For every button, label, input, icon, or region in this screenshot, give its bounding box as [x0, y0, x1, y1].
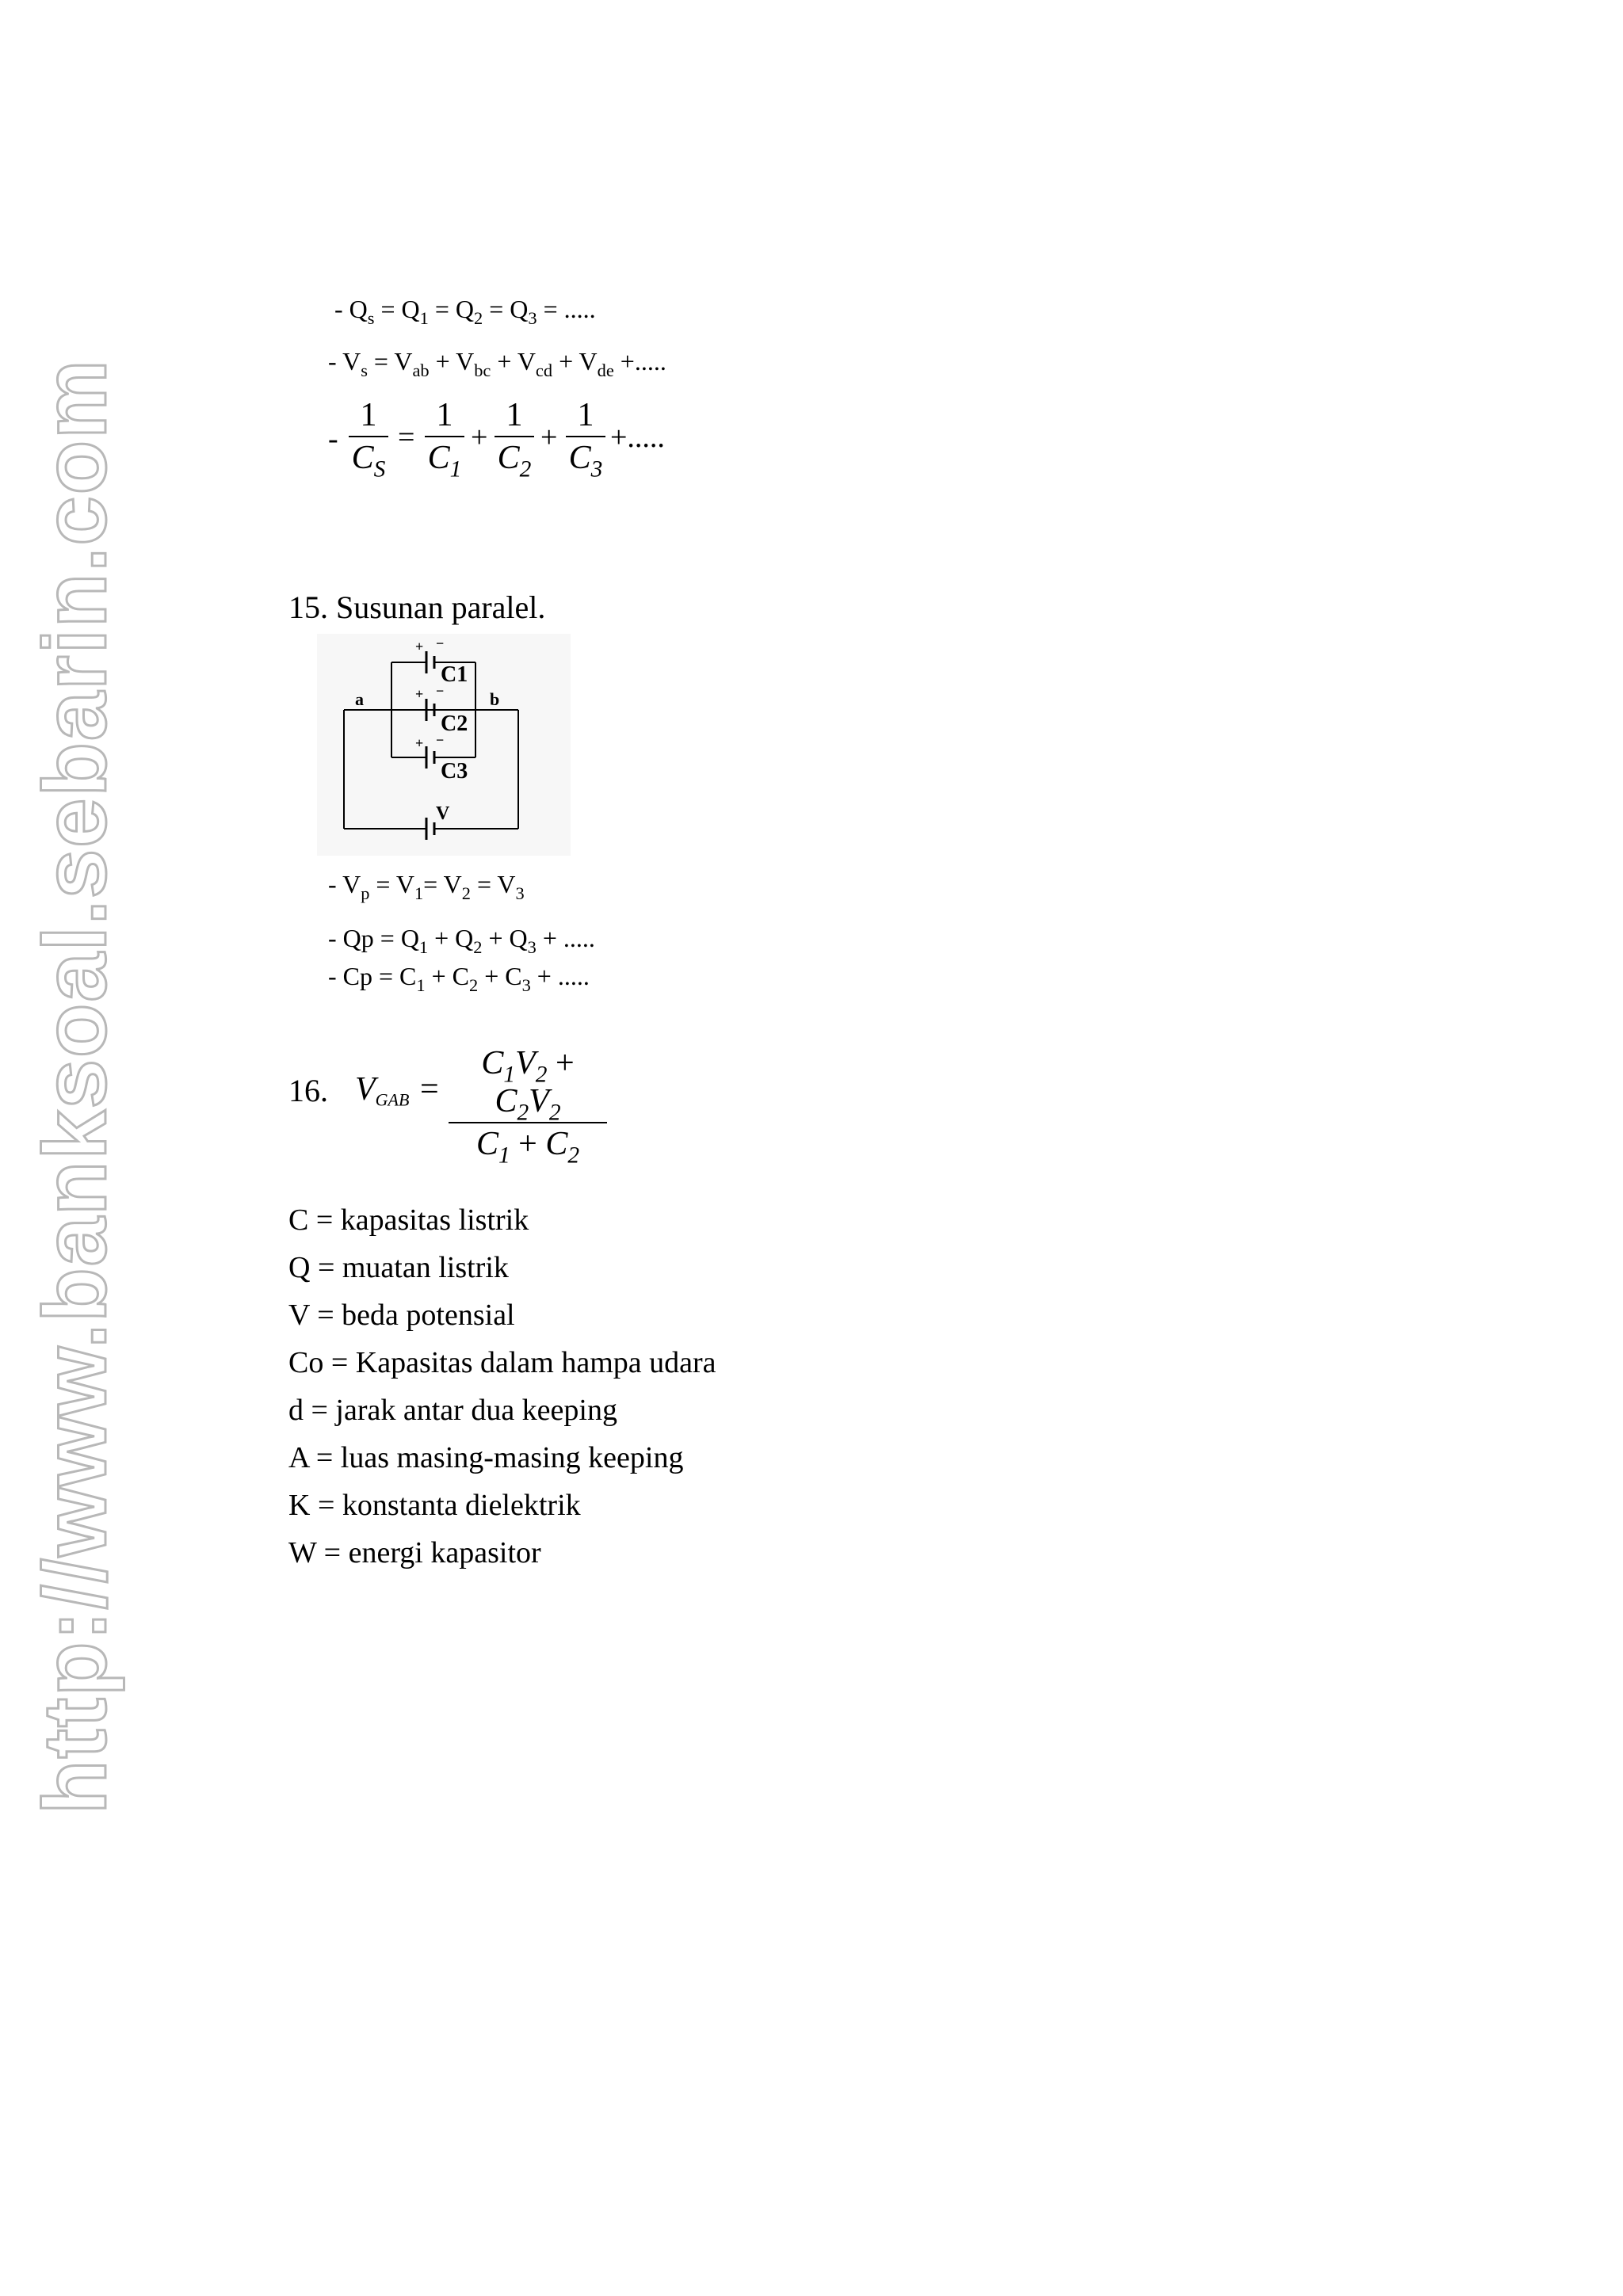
legend-item: V = beda potensial — [288, 1299, 515, 1332]
series-voltage-formula: - $V_s = V_{ab} + V_{bc} + V_{cd} + V_{de}$ +..... — [328, 347, 666, 380]
fraction-c3: 1 $C_3$ — [566, 396, 605, 477]
legend-item: Q = muatan listrik — [288, 1251, 509, 1284]
minus-sign: − — [436, 732, 445, 748]
series-charge-formula: - $Q_s = Q_1 = Q_2 = Q_3$ = ..... — [334, 295, 596, 328]
plus-sign: + — [415, 686, 424, 702]
symbol-legend — [288, 1196, 716, 1577]
parallel-circuit-diagram — [317, 634, 571, 856]
plus-sign: + — [415, 639, 424, 654]
battery-v-label: V — [436, 803, 450, 824]
fraction-c1: 1 $C_1$ — [425, 396, 464, 477]
minus-sign: − — [436, 683, 445, 699]
vgab-symbol: $V_{GAB}$ — [355, 1071, 410, 1110]
legend-item: d = jarak antar dua keeping — [288, 1394, 617, 1427]
plus-sign: + — [415, 735, 424, 751]
node-a-label: a — [355, 689, 364, 709]
parallel-charge-formula: - $Qp = Q_1 + Q_2 + Q_3$ + ..... — [328, 924, 595, 957]
capacitor-c3-label: C3 — [441, 759, 468, 784]
capacitor-c2-label: C2 — [441, 711, 468, 736]
fraction-c2: 1 $C_2$ — [495, 396, 534, 477]
legend-item: C = kapasitas listrik — [288, 1203, 529, 1237]
vgab-fraction: $C_1V_2 + C_2V_2$ $C_1 + C_2$ — [449, 1044, 607, 1163]
legend-item: A = luas masing-masing keeping — [288, 1441, 684, 1474]
minus-sign: − — [436, 635, 445, 651]
legend-item: Co = Kapasitas dalam hampa udara — [288, 1346, 716, 1379]
watermark-text: http://www.banksoal.sebarin.com — [25, 358, 124, 1814]
legend-item: W = energi kapasitor — [288, 1536, 541, 1569]
parallel-capacitance-formula: - $Cp = C_1 + C_2 + C_3$ + ..... — [328, 962, 590, 995]
fraction-cs: 1 $C_S$ — [349, 396, 388, 477]
parallel-voltage-formula: - $V_p = V_1= V_2 = V_3$ — [328, 870, 525, 903]
section-15-heading: 15. Susunan paralel. — [288, 589, 546, 625]
legend-item: K = konstanta dielektrik — [288, 1489, 581, 1522]
capacitor-c1-label: C1 — [441, 662, 468, 687]
node-b-label: b — [490, 689, 500, 709]
section-16-number: 16. — [288, 1073, 328, 1108]
